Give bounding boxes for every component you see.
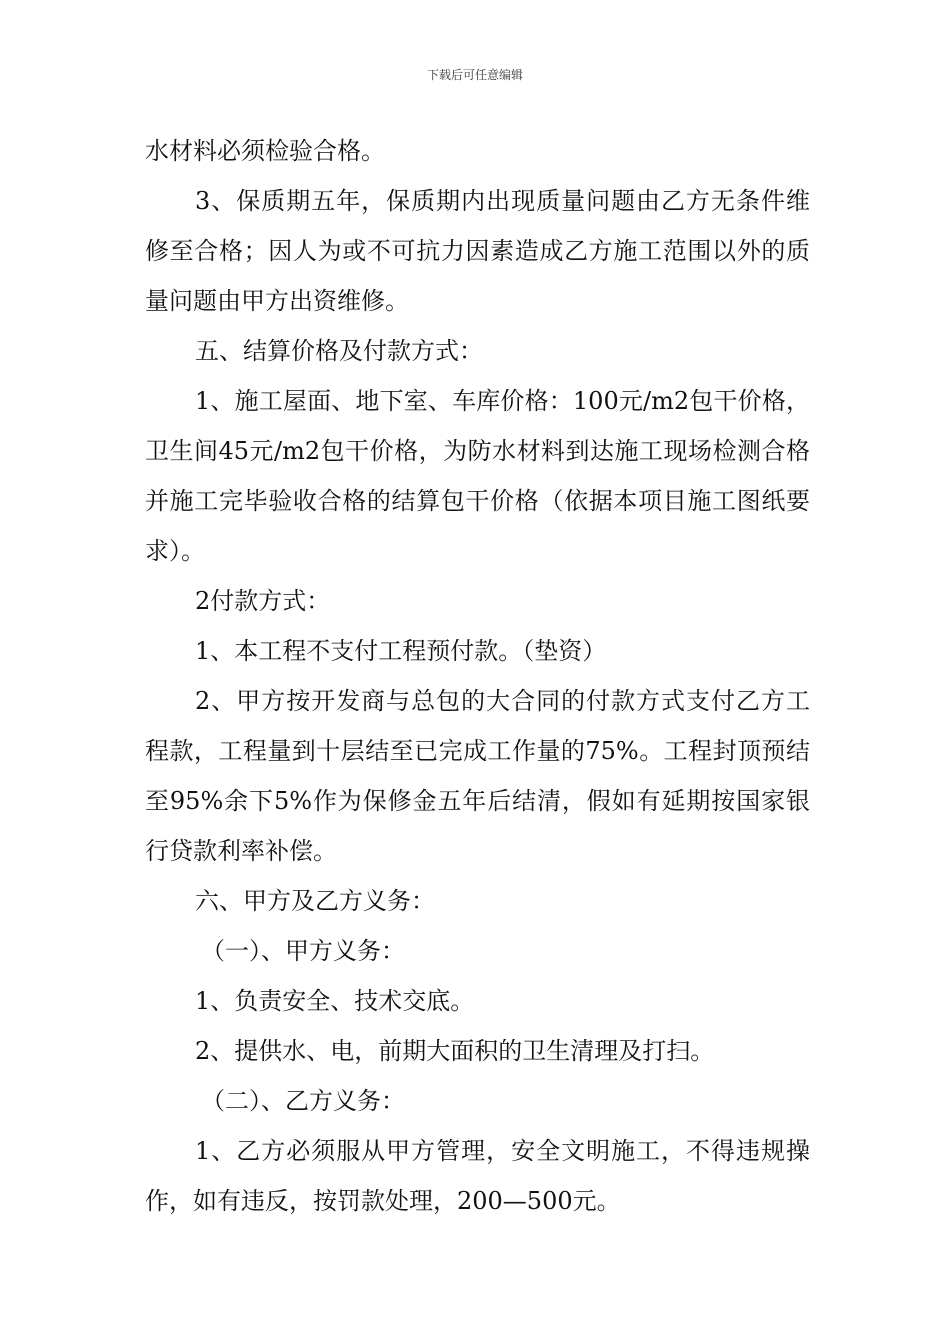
paragraph-2: 3、保质期五年，保质期内出现质量问题由乙方无条件维修至合格；因人为或不可抗力因素造成乙方施工范围以外的质量问题由甲方出资维修。	[145, 187, 810, 315]
page-header: 下载后可任意编辑	[426, 68, 523, 82]
paragraph-party-a-1: 1、负责安全、技术交底。	[195, 987, 475, 1015]
section-heading-6: 六、甲方及乙方义务：	[195, 887, 435, 915]
section-heading-5: 五、结算价格及付款方式：	[195, 337, 483, 365]
paragraph-party-b-1: 1、乙方必须服从甲方管理，安全文明施工，不得违规操作，如有违反，按罚款处理，200—500元。	[145, 1137, 810, 1215]
paragraph-party-a-2: 2、提供水、电，前期大面积的卫生清理及打扫。	[195, 1037, 715, 1065]
paragraph-price: 1、施工屋面、地下室、车库价格：100元/m2包干价格，卫生间45元/m2包干价格，为防水材料到达施工现场检测合格并施工完毕验收合格的结算包干价格（依据本项目施工图纸要求）。	[145, 387, 810, 565]
paragraph-1: 水材料必须检验合格。	[145, 137, 385, 165]
subheading-payment: 2付款方式：	[195, 587, 331, 615]
subheading-party-a: （一）、甲方义务：	[201, 937, 405, 965]
paragraph-payment-2: 2、甲方按开发商与总包的大合同的付款方式支付乙方工程款，工程量到十层结至已完成工作量的75%。工程封顶预结至95%余下5%作为保修金五年后结清，假如有延期按国家银行贷款利率补偿。	[145, 687, 810, 865]
subheading-party-b: （二）、乙方义务：	[201, 1087, 405, 1115]
document-body	[145, 126, 810, 1226]
paragraph-payment-1: 1、本工程不支付工程预付款。（垫资）	[195, 637, 607, 665]
